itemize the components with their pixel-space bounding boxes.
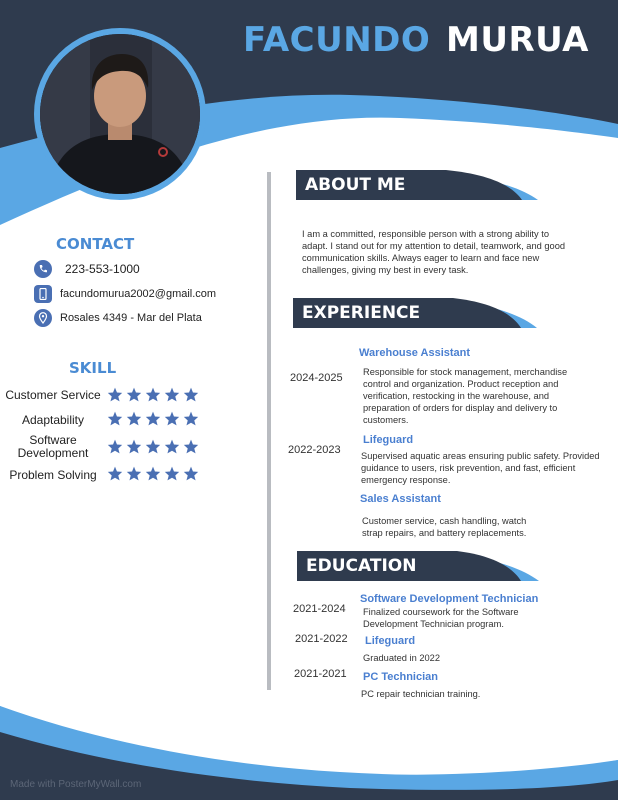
star-icon bbox=[183, 411, 199, 426]
phone-icon bbox=[34, 260, 52, 278]
star-icon bbox=[183, 466, 199, 481]
job-description: Responsible for stock management, merchandise control and organization. Product reception and verification, restocking in the warehouse, and preparation of orders for display and delivery to customers. bbox=[363, 367, 568, 425]
footer-watermark: Made with PosterMyWall.com bbox=[10, 779, 142, 790]
contact-phone-row bbox=[34, 259, 140, 279]
education-years: 2021-2022 bbox=[295, 633, 348, 645]
education-years: 2021-2021 bbox=[294, 668, 347, 680]
star-icon bbox=[126, 466, 142, 481]
skill-rating bbox=[107, 466, 199, 481]
star-icon bbox=[164, 439, 180, 454]
star-icon bbox=[126, 387, 142, 402]
location-icon bbox=[34, 309, 52, 327]
degree-title: Lifeguard bbox=[365, 635, 416, 647]
skill-title: SKILL bbox=[69, 359, 117, 377]
skill-rating bbox=[107, 387, 199, 402]
star-icon bbox=[107, 387, 123, 402]
job-title: Lifeguard bbox=[363, 434, 414, 446]
star-icon bbox=[126, 439, 142, 454]
star-icon bbox=[164, 411, 180, 426]
job-years: 2024-2025 bbox=[290, 372, 343, 384]
experience-title: EXPERIENCE bbox=[302, 303, 421, 323]
star-icon bbox=[164, 387, 180, 402]
last-name: MURUA bbox=[446, 20, 589, 60]
job-title: Sales Assistant bbox=[360, 493, 441, 505]
person-silhouette-icon bbox=[40, 34, 200, 194]
first-name: FACUNDO bbox=[243, 20, 431, 60]
star-icon bbox=[126, 411, 142, 426]
job-description: Supervised aquatic areas ensuring public safety. Provided guidance to users, risk prevention, and fast, efficient emergency response. bbox=[361, 451, 600, 485]
job-years: 2022-2023 bbox=[288, 444, 341, 456]
star-icon bbox=[164, 466, 180, 481]
education-description: Finalized coursework for the Software Development Technician program. bbox=[363, 607, 519, 629]
star-icon bbox=[183, 439, 199, 454]
skill-name: Problem Solving bbox=[9, 468, 97, 482]
star-icon bbox=[107, 439, 123, 454]
degree-title: Software Development Technician bbox=[360, 593, 539, 605]
job-title: Warehouse Assistant bbox=[359, 347, 471, 359]
star-icon bbox=[107, 466, 123, 481]
address-text: Rosales 4349 - Mar del Plata bbox=[60, 312, 202, 324]
education-title: EDUCATION bbox=[306, 556, 417, 576]
profile-photo bbox=[40, 34, 200, 194]
skill-rating bbox=[107, 411, 199, 426]
column-divider bbox=[267, 172, 271, 690]
mobile-icon bbox=[34, 285, 52, 303]
contact-title: CONTACT bbox=[56, 235, 135, 253]
email-text: facundomurua2002@gmail.com bbox=[60, 288, 217, 300]
phone-text: 223-553-1000 bbox=[65, 262, 140, 276]
star-icon bbox=[145, 387, 161, 402]
star-icon bbox=[107, 411, 123, 426]
star-icon bbox=[145, 466, 161, 481]
skill-rating bbox=[107, 439, 199, 454]
education-years: 2021-2024 bbox=[293, 603, 346, 615]
education-description: Graduated in 2022 bbox=[363, 653, 441, 663]
skill-name: Software Development bbox=[17, 433, 89, 460]
star-icon bbox=[183, 387, 199, 402]
skill-name: Customer Service bbox=[5, 388, 101, 402]
contact-address-row bbox=[34, 308, 202, 328]
about-text: I am a committed, responsible person with a strong ability to adapt. I stand out for my attention to detail, teamwork, and good communication skills. Always eager to learn and face new challenges, giving my best in every task. bbox=[302, 229, 566, 275]
star-icon bbox=[145, 439, 161, 454]
education-description: PC repair technician training. bbox=[361, 689, 481, 699]
contact-email-row bbox=[34, 284, 216, 304]
job-description: Customer service, cash handling, watch strap repairs, and battery replacements. bbox=[362, 516, 527, 538]
skill-name: Adaptability bbox=[21, 413, 85, 427]
star-icon bbox=[145, 411, 161, 426]
about-title: ABOUT ME bbox=[305, 175, 406, 195]
degree-title: PC Technician bbox=[363, 671, 438, 683]
